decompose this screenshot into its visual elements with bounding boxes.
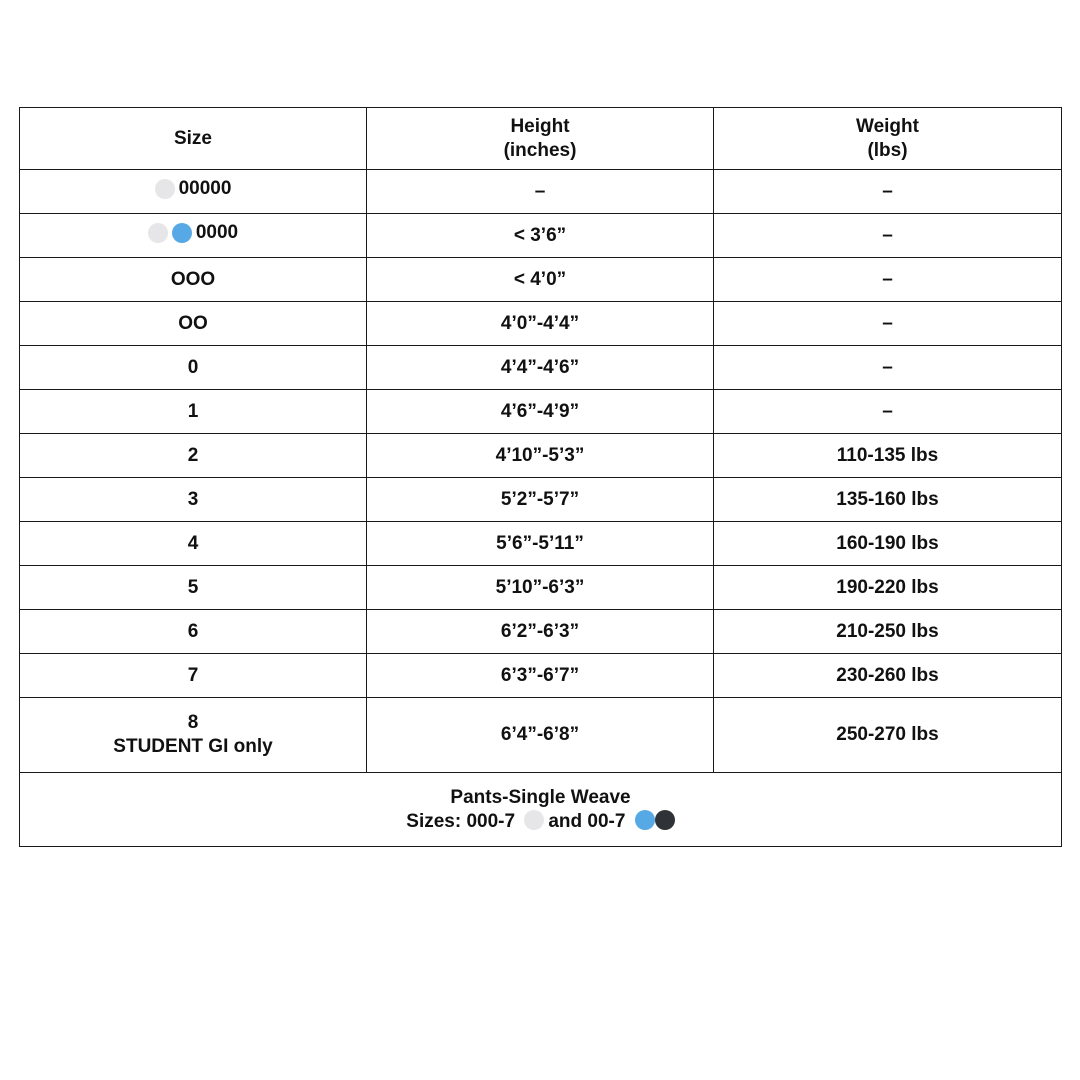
blue-color-dot-icon: [635, 810, 655, 830]
header-height-unit: (inches): [503, 139, 577, 161]
size-value: 7: [187, 664, 199, 686]
size-cell-content: [171, 268, 215, 292]
table-row: [20, 566, 1062, 610]
size-note: STUDENT GI only: [113, 736, 273, 757]
table-row: [20, 610, 1062, 654]
weight-value: –: [882, 180, 893, 202]
size-cell: [20, 522, 367, 566]
weight-cell: [714, 258, 1062, 302]
weight-value: 110-135 lbs: [836, 444, 939, 466]
size-value: 2: [187, 444, 199, 466]
height-value: 6’3”-6’7”: [500, 664, 580, 686]
height-cell: [367, 698, 714, 773]
size-cell-content: [188, 488, 199, 512]
height-value: –: [534, 180, 546, 202]
light-color-dot-icon: [155, 179, 175, 199]
size-value: 3: [187, 488, 199, 510]
weight-cell: [714, 566, 1062, 610]
light-color-dot-icon: [148, 223, 168, 243]
header-size: [20, 108, 367, 170]
size-cell-content: [188, 620, 199, 644]
table-row: [20, 346, 1062, 390]
size-cell: [20, 346, 367, 390]
size-cell: [20, 302, 367, 346]
pants-footer-cell: [20, 773, 1062, 847]
size-chart-table: [19, 107, 1062, 847]
height-cell: [367, 302, 714, 346]
height-cell: [367, 654, 714, 698]
table-row: [20, 654, 1062, 698]
weight-value: 250-270 lbs: [836, 724, 939, 745]
height-cell: [367, 170, 714, 214]
height-value: < 4’0”: [513, 268, 567, 290]
height-value: 6’4”-6’8”: [500, 724, 580, 745]
table-row: [20, 434, 1062, 478]
weight-cell: [714, 478, 1062, 522]
size-cell: [20, 258, 367, 302]
size-cell-content: [178, 312, 208, 336]
table-row: [20, 214, 1062, 258]
size-cell: [20, 654, 367, 698]
size-cell: [20, 434, 367, 478]
size-cell-content: [188, 664, 199, 688]
height-cell: [367, 214, 714, 258]
weight-value: 190-220 lbs: [836, 576, 939, 598]
table-row: [20, 390, 1062, 434]
weight-value: –: [882, 268, 893, 290]
pants-footer-row: [20, 773, 1062, 847]
pants-title: Pants-Single Weave: [450, 786, 631, 808]
size-cell: [20, 698, 367, 773]
weight-value: 160-190 lbs: [836, 532, 939, 554]
weight-cell: [714, 170, 1062, 214]
size-value: 8: [187, 712, 199, 733]
size-cell: [20, 566, 367, 610]
weight-cell: [714, 698, 1062, 773]
height-cell: [367, 346, 714, 390]
weight-value: –: [882, 356, 893, 378]
size-value: 1: [187, 400, 199, 422]
weight-value: –: [882, 400, 893, 422]
size-cell-content: [148, 221, 238, 245]
weight-cell: [714, 302, 1062, 346]
height-value: < 3’6”: [513, 224, 567, 246]
header-weight: [714, 108, 1062, 170]
pants-sizes-prefix: Sizes: 000-7: [406, 810, 516, 832]
table-row: [20, 698, 1062, 773]
header-row: [20, 108, 1062, 170]
weight-value: –: [882, 224, 893, 246]
size-cell-content: [188, 444, 199, 468]
size-cell: [20, 170, 367, 214]
size-cell-content: [188, 532, 199, 556]
table-row: [20, 478, 1062, 522]
pants-sizes-middle: and 00-7: [548, 810, 626, 832]
height-value: 4’0”-4’4”: [500, 312, 580, 334]
weight-cell: [714, 610, 1062, 654]
size-cell: [20, 478, 367, 522]
size-value: 5: [187, 576, 199, 598]
size-value: OO: [178, 312, 208, 334]
weight-cell: [714, 522, 1062, 566]
header-weight-unit: (lbs): [867, 139, 908, 161]
height-cell: [367, 258, 714, 302]
size-value: 4: [187, 532, 199, 554]
weight-cell: [714, 346, 1062, 390]
header-size-label: Size: [173, 127, 213, 149]
weight-value: 210-250 lbs: [836, 620, 939, 642]
weight-cell: [714, 390, 1062, 434]
weight-cell: [714, 654, 1062, 698]
size-value: 0: [187, 356, 199, 378]
header-weight-label: Weight: [856, 115, 919, 137]
height-cell: [367, 610, 714, 654]
height-value: 4’10”-5’3”: [495, 444, 585, 466]
size-cell: [20, 390, 367, 434]
height-cell: [367, 434, 714, 478]
height-value: 5’2”-5’7”: [500, 488, 580, 510]
height-value: 4’6”-4’9”: [500, 400, 580, 422]
height-value: 4’4”-4’6”: [500, 356, 580, 378]
light-color-dot-icon: [524, 810, 544, 830]
weight-value: 230-260 lbs: [836, 664, 939, 686]
header-height: [367, 108, 714, 170]
dark-color-dot-icon: [655, 810, 675, 830]
weight-value: 135-160 lbs: [836, 488, 939, 510]
header-height-label: Height: [510, 115, 570, 137]
table-row: [20, 302, 1062, 346]
height-cell: [367, 566, 714, 610]
size-cell-content: [188, 356, 199, 380]
size-cell: [20, 610, 367, 654]
size-value: 0000: [195, 222, 239, 243]
blue-color-dot-icon: [172, 223, 192, 243]
weight-cell: [714, 434, 1062, 478]
height-cell: [367, 522, 714, 566]
height-cell: [367, 478, 714, 522]
size-cell-content: [155, 177, 232, 201]
size-cell-content: [188, 576, 199, 600]
height-value: 5’10”-6’3”: [495, 576, 585, 598]
table-row: [20, 170, 1062, 214]
size-cell: [20, 214, 367, 258]
size-value: 00000: [178, 178, 232, 199]
size-value: OOO: [170, 268, 216, 290]
height-value: 5’6”-5’11”: [496, 532, 584, 554]
pants-sizes-line: [20, 810, 1061, 834]
weight-cell: [714, 214, 1062, 258]
table-row: [20, 258, 1062, 302]
size-cell-content: [188, 400, 199, 424]
height-cell: [367, 390, 714, 434]
size-rows: [20, 170, 1062, 698]
height-value: 6’2”-6’3”: [500, 620, 580, 642]
table-row: [20, 522, 1062, 566]
size-value: 6: [187, 620, 199, 642]
weight-value: –: [882, 312, 893, 334]
